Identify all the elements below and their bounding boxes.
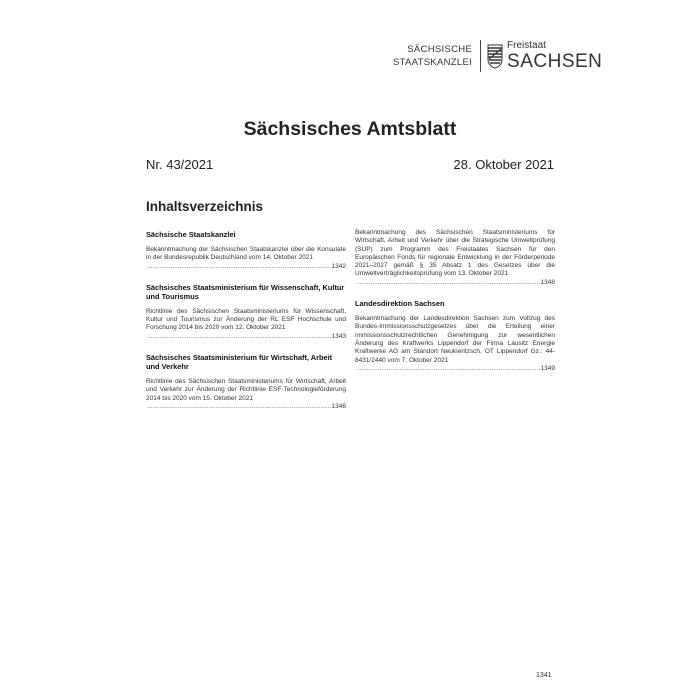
toc-right-column [355,229,555,385]
coat-of-arms-icon [487,43,503,69]
dot-leader [147,403,331,411]
staatskanzlei-wordmark [393,43,478,69]
dot-leader [356,365,540,373]
entry-text: Bekanntmachung des Sächsischen Staatsministeriums für Wirtschaft, Arbeit und Verkehr über die Strategische Umweltprüfung (SUP) zum Programm des Freistaates Sachsen für den Europäischen Fonds für regionale Entwicklung in der Förderperiode 2021–2027 gemäß § 35 Absatz 1 des Gesetzes über die Umweltverträglichkeitsprüfung vom 13. Oktober 2021 [355,229,555,278]
toc-entry[interactable] [146,378,346,411]
toc-entry[interactable] [146,246,346,271]
section-heading: Landesdirektion Sachsen [355,299,445,309]
entry-page: 1349 [540,364,555,372]
header-logo [393,40,602,72]
dot-leader [147,333,331,341]
toc-entry[interactable] [355,315,555,373]
freistaat-sachsen-wordmark [507,41,602,71]
state-big-label: SACHSEN [507,51,603,72]
entry-text: Bekanntmachung der Landesdirektion Sachsen zum Vollzug des Bundes-Immissionsschutzgesetzes über die Erteilung einer immissionsschutzrechtlichen Genehmigung zur wesentlichen Änderung des Kraftwerks Lippendorf der Firma Lausitz Energie Kraftwerke AG am Standort Neukieritzsch, OT Lippendorf Gz.: 44-8431/2440 vom 7. Oktober 2021 [355,315,555,364]
toc-section [355,299,555,373]
toc-section [146,353,346,411]
section-heading: Sächsisches Staatsministerium für Wissenschaft, Kultur und Tourismus [146,282,345,301]
issue-date: 28. Oktober 2021 [453,157,554,172]
logo-divider [480,40,481,72]
entry-page: 1342 [331,262,346,270]
issue-number: Nr. 43/2021 [146,157,214,172]
page-number: 1341 [536,672,552,679]
entry-page: 1343 [331,332,346,340]
section-heading: Sächsisches Staatsministerium für Wirtschaft, Arbeit und Verkehr [146,353,333,372]
toc-left-column [146,230,346,423]
page-title: Sächsisches Amtsblatt [243,118,457,140]
org-line-1: SÄCHSISCHE [407,44,473,55]
dot-leader [147,263,331,271]
dot-leader [356,279,540,287]
org-line-2: STAATSKANZLEI [393,57,473,68]
toc-section [146,283,346,341]
entry-text: Richtlinie des Sächsischen Staatsministeriums für Wirtschaft, Arbeit und Verkehr zur Änderung der Richtlinie ESF-Technologieförderung 2014 bis 2020 vom 15. Oktober 2021 [146,378,346,402]
toc-heading: Inhaltsverzeichnis [146,199,264,214]
section-heading: Sächsische Staatskanzlei [146,230,236,239]
toc-section [355,229,555,287]
toc-section [146,230,346,271]
toc-entry[interactable] [355,229,555,287]
entry-page: 1346 [331,402,346,410]
entry-page: 1348 [540,278,555,286]
entry-text: Bekanntmachung der Sächsischen Staatskanzlei über die Konsulate in der Bundesrepublik Deutschland vom 14. Oktober 2021 [146,246,346,262]
state-small-label: Freistaat [507,40,546,51]
entry-text: Richtlinie des Sächsischen Staatsministeriums für Wissenschaft, Kultur und Tourismus zur Änderung der RL ESF Hochschule und Forschung 2014 bis 2020 vom 12. Oktober 2021 [146,307,346,332]
toc-entry[interactable] [146,308,346,341]
